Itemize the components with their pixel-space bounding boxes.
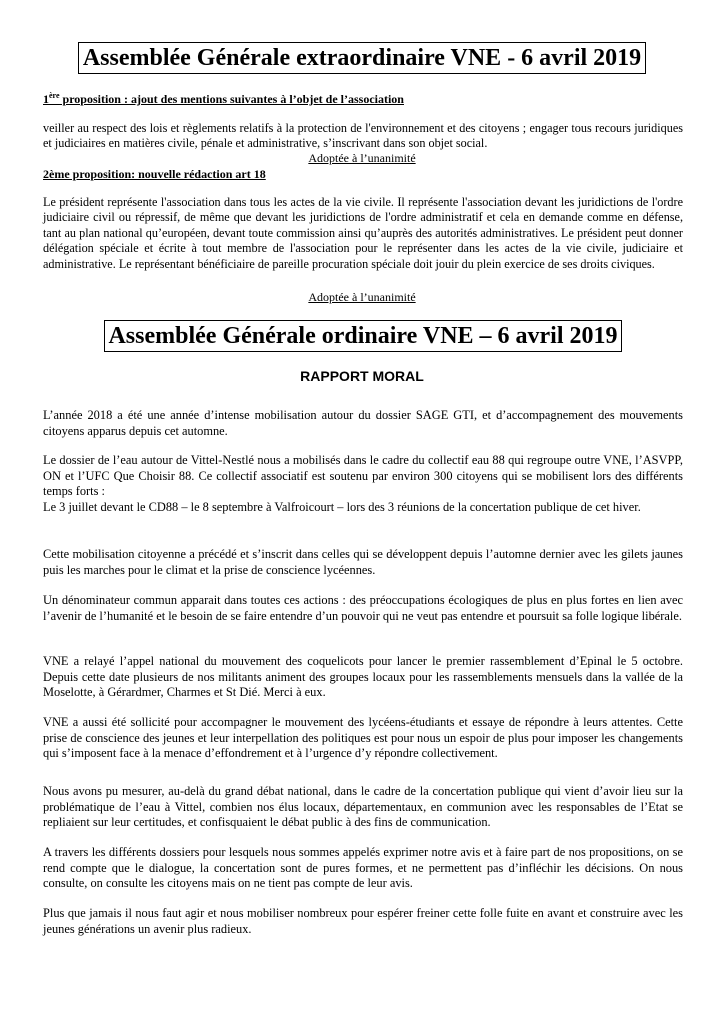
title-ag-extraordinaire: Assemblée Générale extraordinaire VNE - 6 avril 2019 — [78, 42, 646, 74]
paragraph-9: Plus que jamais il nous faut agir et nous mobiliser nombreux pour espérer freiner cette folle fuite en avant et construire avec les jeunes générations un avenir plus radieux. — [43, 906, 683, 936]
paragraph-8: A travers les différents dossiers pour lesquels nous sommes appelés exprimer notre avis et à faire part de nos propositions, on se rend compte que le dialogue, la concertation sont de pures formes, et ne permettent pas d’infléchir les décisions. On nous consulte, on consulte les citoyens mais on ne tient pas compte de leur avis. — [43, 845, 683, 891]
paragraph-3: Cette mobilisation citoyenne a précédé et s’inscrit dans celles qui se développent depuis l’automne dernier avec les gilets jaunes puis les marches pour le climat et la prise de conscience lycéennes. — [43, 547, 683, 577]
proposition-1-superscript: ère — [49, 91, 60, 100]
proposition-2-result: Adoptée à l’unanimité — [308, 290, 416, 304]
proposition-2-text: Le président représente l'association dans tous les actes de la vie civile. Il représente l'association devant les juridictions de l'ordre judiciaire civil ou répressif, de même que devant les juridictions de l'ordre administratif et cela en demande comme en défense, tant au plan national qu’européen, devant toute commission ainsi qu’auprès des autorités administratives. Le président peut donner délégation spéciale et écrite à tout membre de l'association pour le représenter dans les actes de la vie civile, judiciaire et administrative. Le représentant bénéficiaire de pareille procuration spéciale doit jouir du plein exercice de ses droits civiques. — [43, 195, 683, 271]
proposition-1-number: 1 — [43, 92, 49, 106]
paragraph-5: VNE a relayé l’appel national du mouvement des coquelicots pour lancer le premier rassemblement d’Epinal le 5 octobre. Depuis cette date plusieurs de nos militants animent des groupes locaux pour les rassemblements mensuels dans la vallée de la Moselotte, à Gérardmer, Charmes et St Dié. Merci à eux. — [43, 654, 683, 700]
proposition-1-heading-text: proposition : ajout des mentions suivantes à l’objet de l’association — [59, 92, 404, 106]
paragraph-4: Un dénominateur commun apparait dans toutes ces actions : des préoccupations écologiques de plus en plus fortes en lien avec l’avenir de l’humanité et le besoin de se faire entendre d’un pouvoir qui ne veut pas entendre et poursuit sa folle logique libérale. — [43, 593, 683, 623]
title-ag-ordinaire: Assemblée Générale ordinaire VNE – 6 avril 2019 — [104, 320, 622, 352]
paragraph-1: L’année 2018 a été une année d’intense mobilisation autour du dossier SAGE GTI, et d’accompagnement des mouvements citoyens apparus depuis cet automne. — [43, 408, 683, 438]
paragraph-2-dates: Le 3 juillet devant le CD88 – le 8 septembre à Valfroicourt – lors des 3 réunions de la concertation publique de cet hiver. — [43, 499, 641, 514]
proposition-2-heading: 2ème proposition: nouvelle rédaction art 18 — [43, 167, 266, 181]
paragraph-2 — [43, 453, 683, 515]
paragraph-6: VNE a aussi été sollicité pour accompagner le mouvement des lycéens-étudiants et essaye de répondre à leurs attentes. Cette prise de conscience des jeunes et leur interpellation des politiques est pour nous un espoir de plus pour imposer les changements qui s’imposent face à la menace d’effondrement et à l’urgence d’y répondre collectivement. — [43, 715, 683, 761]
proposition-1-heading — [43, 91, 404, 107]
paragraph-7: Nous avons pu mesurer, au-delà du grand débat national, dans le cadre de la concertation publique qui vient d’avoir lieu sur la problématique de l’eau à Vittel, combien nos élus locaux, départementaux, en communion avec les responsables de l’Etat se repliaient sur leur certitudes, et confisquaient le débat public à des fins de communication. — [43, 784, 683, 830]
proposition-1-result: Adoptée à l’unanimité — [308, 151, 416, 165]
proposition-1-text: veiller au respect des lois et règlements relatifs à la protection de l'environnement et des citoyens ; engager tous recours juridiques et judiciaires en matières civile, pénale et administrative, s’inscrivant dans son objet social. — [43, 121, 683, 151]
section-title-rapport-moral: RAPPORT MORAL — [300, 368, 424, 384]
paragraph-2-main: Le dossier de l’eau autour de Vittel-Nestlé nous a mobilisés dans le cadre du collectif eau 88 qui regroupe outre VNE, l’ASVPP, ON et l’UFC Que Choisir 88. Ce collectif associatif est soutenu par environ 300 citoyens qui se mobilisent lors des différents temps forts : — [43, 453, 683, 499]
